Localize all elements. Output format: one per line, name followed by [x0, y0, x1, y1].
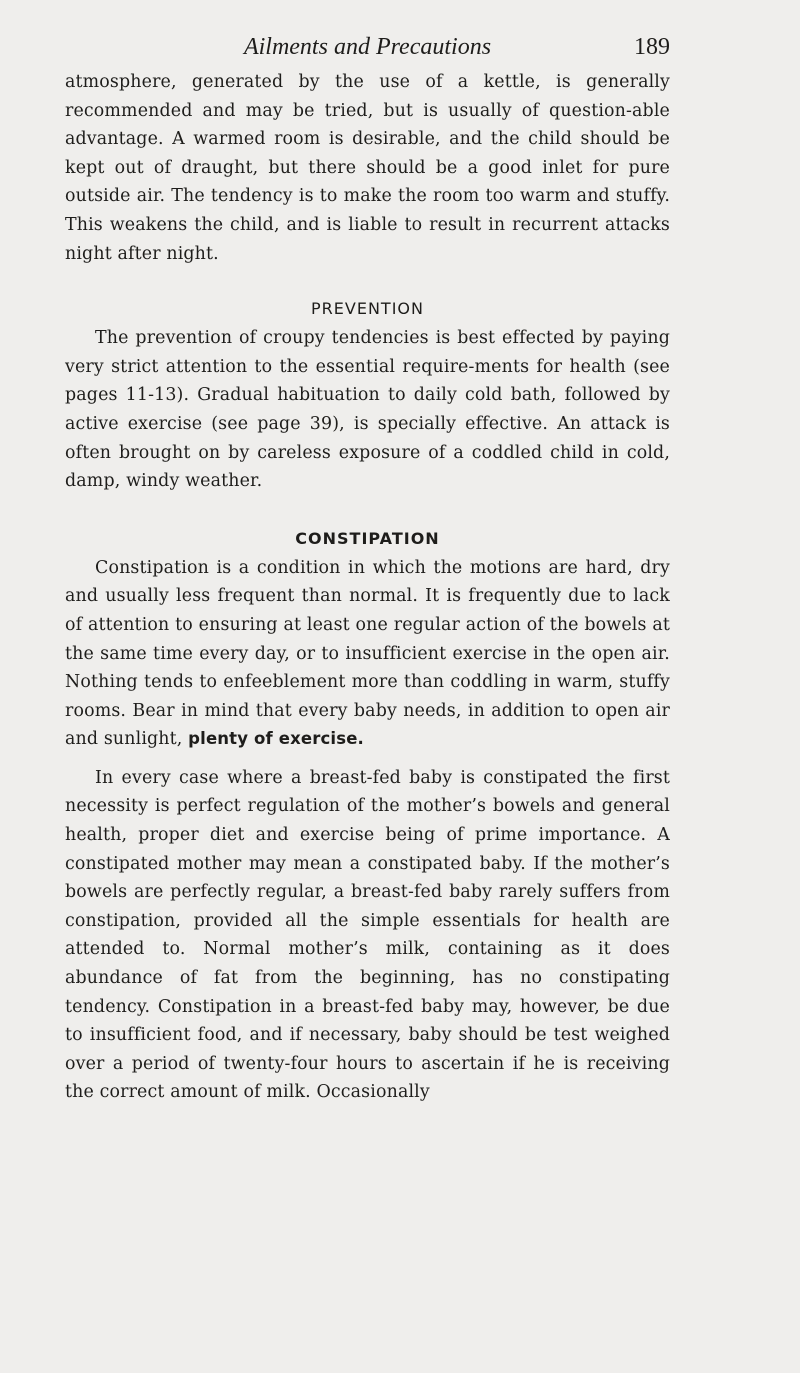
paragraph-breast-fed: In every case where a breast-fed baby is constipated the first necessity is perfect regulation of the mother’s bowels and general health, proper diet and exercise being of prime importance. A constipated mother may mean a constipated baby. If the mother’s bowels are perfectly regular, a breast-fed baby rarely suffers from constipation, provided all the simple essentials for health are attended to. Normal mother’s milk, containing as it does abundance of fat from the beginning, has no constipating tendency. Constipation in a breast-fed baby may, however, be due to insufficient food, and if necessary, baby should be test weighed over a period of twenty-four hours to ascertain if he is receiving the correct amount of milk. Occasionally [65, 767, 670, 1103]
running-header [65, 32, 670, 68]
book-page [65, 32, 670, 1107]
paragraph-prevention: The prevention of croupy tendencies is best effected by paying very strict attention to the essential require-ments for health (see pages 11-13). Gradual habituation to daily cold bath, followed by active exercise (see page 39), is specially effective. An attack is often brought on by careless exposure of a coddled child in cold, damp, windy weather. [65, 328, 670, 492]
paragraph-constipation-definition [65, 554, 670, 754]
section-heading-constipation: CONSTIPATION [295, 528, 440, 548]
paragraph-constipation-text: Constipation is a condition in which the motions are hard, dry and usually less frequent than normal. It is frequently due to lack of attention to ensuring at least one regular action of the bowels at the same time every day, or to insufficient exercise in the open air. Nothing tends to enfeeblement more than coddling in warm, stuffy rooms. Bear in mind that every baby needs, in addition to open air and sunlight, [65, 557, 670, 750]
section-heading-prevention: PREVENTION [311, 299, 424, 319]
paragraph-continued: atmosphere, generated by the use of a kettle, is generally recommended and may be tried, but is usually of question-able advantage. A warmed room is desirable, and the child should be kept out of draught, but there should be a good inlet for pure outside air. The tendency is to make the room too warm and stuffy. This weakens the child, and is liable to result in recurrent attacks night after night. [65, 72, 670, 264]
running-title: Ailments and Precautions [243, 34, 492, 60]
page-number: 189 [634, 34, 670, 60]
paragraph-gap [65, 754, 670, 764]
emphasis-plenty-of-exercise: plenty of exercise. [188, 729, 364, 749]
